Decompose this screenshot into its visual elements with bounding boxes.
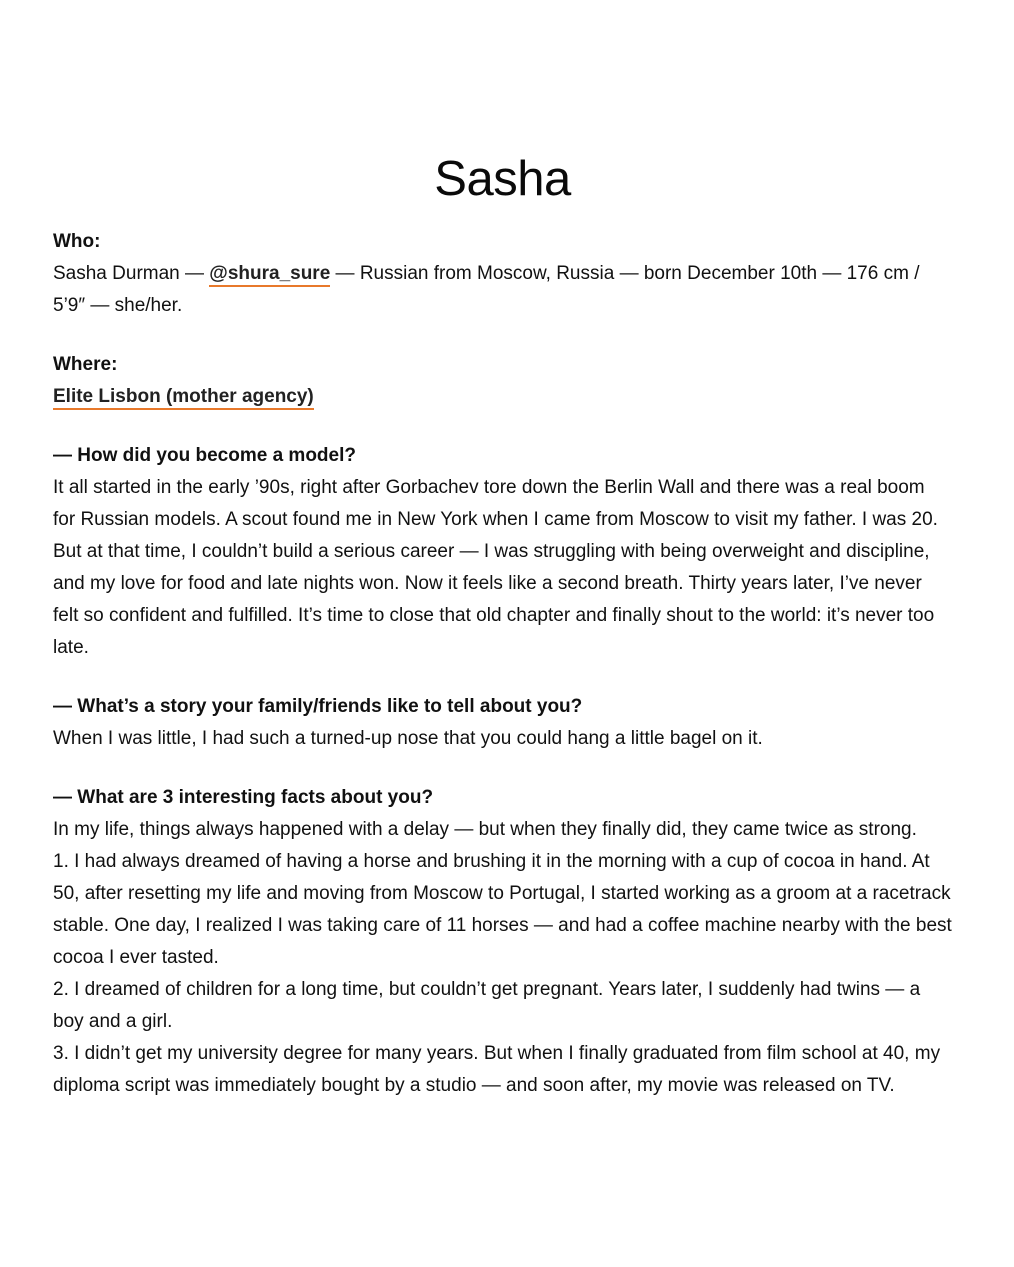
agency-link[interactable]: Elite Lisbon (mother agency): [53, 386, 314, 410]
page-title: Sasha: [434, 152, 571, 206]
question-heading: — What’s a story your family/friends like to tell about you?: [53, 696, 583, 717]
name-prefix: Sasha Durman —: [53, 263, 210, 284]
profile-content: [53, 226, 952, 1102]
question-become-model: [53, 440, 952, 664]
answer-text: When I was little, I had such a turned-up nose that you could hang a little bagel on it.: [53, 728, 763, 749]
where-text: [53, 381, 952, 413]
instagram-handle-link[interactable]: @shura_sure: [209, 263, 330, 287]
question-heading: — What are 3 interesting facts about you?: [53, 787, 434, 808]
who-text: [53, 258, 952, 322]
question-family-story: [53, 691, 952, 755]
who-details: — Russian from Moscow, Russia — born December 10th — 176 cm / 5’9″ — she/her.: [53, 263, 920, 316]
question-interesting-facts: [53, 782, 952, 1102]
fact-item: 1. I had always dreamed of having a horse and brushing it in the morning with a cup of cocoa in hand. At 50, after resetting my life and moving from Moscow to Portugal, I started working as a groom at a racetrack stable. One day, I realized I was taking care of 11 horses — and had a coffee machine nearby with the best cocoa I ever tasted.: [53, 851, 952, 968]
question-heading: — How did you become a model?: [53, 445, 356, 466]
answer-text: It all started in the early ’90s, right after Gorbachev tore down the Berlin Wall and there was a real boom for Russian models. A scout found me in New York when I came from Moscow to visit my father. I was 20. But at that time, I couldn’t build a serious career — I was struggling with being overweight and discipline, and my love for food and late nights won. Now it feels like a second breath. Thirty years later, I’ve never felt so confident and fulfilled. It’s time to close that old chapter and finally shout to the world: it’s never too late.: [53, 477, 938, 658]
facts-intro: In my life, things always happened with a delay — but when they finally did, they came twice as strong.: [53, 819, 917, 840]
where-label: Where:: [53, 354, 118, 375]
where-section: [53, 349, 952, 413]
fact-item: 2. I dreamed of children for a long time, but couldn’t get pregnant. Years later, I suddenly had twins — a boy and a girl.: [53, 979, 921, 1032]
fact-item: 3. I didn’t get my university degree for many years. But when I finally graduated from film school at 40, my diploma script was immediately bought by a studio — and soon after, my movie was released on TV.: [53, 1043, 941, 1096]
who-section: [53, 226, 952, 322]
who-label: Who:: [53, 231, 101, 252]
